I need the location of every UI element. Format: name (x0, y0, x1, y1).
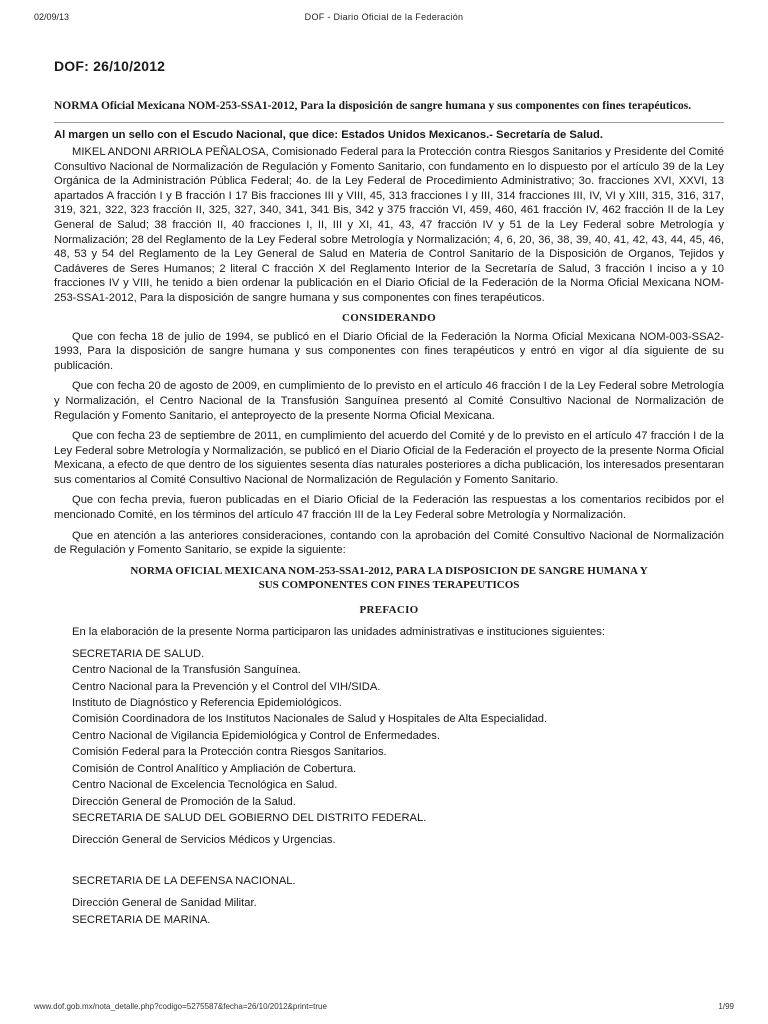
list-item: Dirección General de Promoción de la Salud. (72, 795, 296, 808)
norma-heading-line: SUS COMPONENTES CON FINES TERAPEUTICOS (258, 578, 520, 591)
considerando-paragraph: Que con fecha previa, fueron publicadas en el Diario Oficial de la Federación las respuestas a los comentarios recibidos por el mencionado Comité, en los términos del artículo 47 fracción III de la Ley Federal sobre Metrología y Normalización. (54, 494, 724, 522)
list-item: Centro Nacional de Excelencia Tecnológica en Salud. (72, 779, 338, 792)
list-item: SECRETARIA DE SALUD DEL GOBIERNO DEL DISTRITO FEDERAL. (72, 811, 427, 824)
list-item: SECRETARIA DE LA DEFENSA NACIONAL. (72, 874, 296, 887)
print-page-title: DOF - Diario Oficial de la Federación (304, 12, 464, 22)
list-item: Dirección General de Servicios Médicos y Urgencias. (72, 834, 336, 847)
print-footer (0, 1000, 768, 1014)
prefacio-heading: PREFACIO (359, 603, 419, 616)
considerando-paragraph: Que con fecha 18 de julio de 1994, se publicó en el Diario Oficial de la Federación la Norma Oficial Mexicana NOM-003-SSA2-1993, Para la disposición de sangre humana y sus componentes con fines terapéuticos y entró en vigor al día siguiente de su publicación. (54, 330, 724, 372)
list-item: Instituto de Diagnóstico y Referencia Epidemiológicos. (72, 697, 342, 710)
list-item: SECRETARIA DE SALUD. (72, 647, 205, 660)
norma-heading-line: NORMA OFICIAL MEXICANA NOM-253-SSA1-2012, PARA LA DISPOSICION DE SANGRE HUMANA Y (130, 564, 648, 577)
print-date: 02/09/13 (34, 12, 70, 22)
print-header (0, 0, 768, 24)
list-item: Comisión de Control Analítico y Ampliación de Cobertura. (72, 762, 357, 775)
print-url: www.dof.gob.mx/nota_detalle.php?codigo=5275587&fecha=26/10/2012&print=true (34, 1002, 327, 1011)
list-item: SECRETARIA DE MARINA. (72, 913, 211, 926)
list-item: Centro Nacional de Vigilancia Epidemiológica y Control de Enfermedades. (72, 729, 440, 742)
document-body (54, 58, 724, 928)
institution-list (54, 646, 724, 928)
considerando-paragraph: Que en atención a las anteriores consideraciones, contando con la aprobación del Comité Consultivo Nacional de Normalización de Regulación y Fomento Sanitario, se expide la siguiente: (54, 529, 724, 557)
page-number: 1/99 (718, 1002, 734, 1011)
list-item: Centro Nacional de la Transfusión Sanguínea. (72, 664, 301, 677)
list-item: Comisión Federal para la Protección contra Riesgos Sanitarios. (72, 746, 387, 759)
considerando-paragraph: Que con fecha 23 de septiembre de 2011, en cumplimiento del acuerdo del Comité y de lo previsto en el artículo 47 fracción I de la Ley Federal sobre Metrología y Normalización, se publicó en el Diario Oficial de la Federación el proyecto de la presente Norma Oficial Mexicana, a efecto de que dentro de los siguientes sesenta días naturales posteriores a dicha publicación, los interesados presentaran sus comentarios al Comité Consultivo Nacional de Normalización de Regulación y Fomento Sanitario. (54, 430, 724, 486)
norma-heading (54, 564, 724, 592)
intro-paragraph: MIKEL ANDONI ARRIOLA PEÑALOSA, Comisionado Federal para la Protección contra Riesgos Sanitarios y Presidente del Comité Consultivo Nacional de Normalización de Regulación y Fomento Sanitario, con fundamento en lo dispuesto por el artículo 39 de la Ley Orgánica de la Administración Pública Federal; 4o. de la Ley Federal de Procedimiento Administrativo; 3o. fracciones XVI, XXVI, 13 apartados A fracción I y B fracción I 17 Bis fracciones III y VIII, 45, 313 fracciones I y III, 314 fracciones III, IV, VI y XIII, 315, 316, 317, 319, 321, 322, 323 fracción II, 325, 327, 340, 341, 341 Bis, 342 y 375 fracción VI, 459, 460, 461 fracción IV, 462 fracción II de la Ley General de Salud; 38 fracción II, 40 fracciones I, II, III y XI, 41, 43, 47 fracción IV y 51 de la Ley Federal sobre Metrología y Normalización; 28 del Reglamento de la Ley Federal sobre Metrología y Normalización; 4, 6, 20, 36, 38, 39, 40, 41, 42, 43, 44, 45, 46, 48, 53 y 54 del Reglamento de la Ley General de Salud en Materia de Control Sanitario de la Disposición de Organos, Tejidos y Cadáveres de Seres Humanos; 2 literal C fracción X del Reglamento Interior de la Secretaría de Salud, 3 fracción I inciso a y 10 fracciones IV y VIII, he tenido a bien ordenar la publicación en el Diario Oficial de la Federación de la Norma Oficial Mexicana NOM-253-SSA1-2012, Para la disposición de sangre humana y sus componentes con fines terapéuticos. (54, 146, 724, 304)
list-item: Dirección General de Sanidad Militar. (72, 897, 257, 910)
list-item: Centro Nacional para la Prevención y el Control del VIH/SIDA. (72, 680, 381, 693)
prefacio-intro: En la elaboración de la presente Norma participaron las unidades administrativas e instituciones siguientes: (72, 625, 605, 638)
norma-title: NORMA Oficial Mexicana NOM-253-SSA1-2012, Para la disposición de sangre humana y sus componentes con fines terapéuticos. (54, 100, 724, 123)
dof-date: DOF: 26/10/2012 (54, 58, 166, 74)
list-item: Comisión Coordinadora de los Institutos Nacionales de Salud y Hospitales de Alta Especialidad. (72, 713, 548, 726)
considerando-heading: CONSIDERANDO (341, 311, 437, 324)
considerando-paragraph: Que con fecha 20 de agosto de 2009, en cumplimiento de lo previsto en el artículo 46 fracción I de la Ley Federal sobre Metrología y Normalización, el Centro Nacional de la Transfusión Sanguínea presentó al Comité Consultivo Nacional de Normalización de Regulación y Fomento Sanitario, el anteproyecto de la presente Norma Oficial Mexicana. (54, 380, 724, 422)
margen-note: Al margen un sello con el Escudo Nacional, que dice: Estados Unidos Mexicanos.- Secretaría de Salud. (54, 129, 603, 141)
